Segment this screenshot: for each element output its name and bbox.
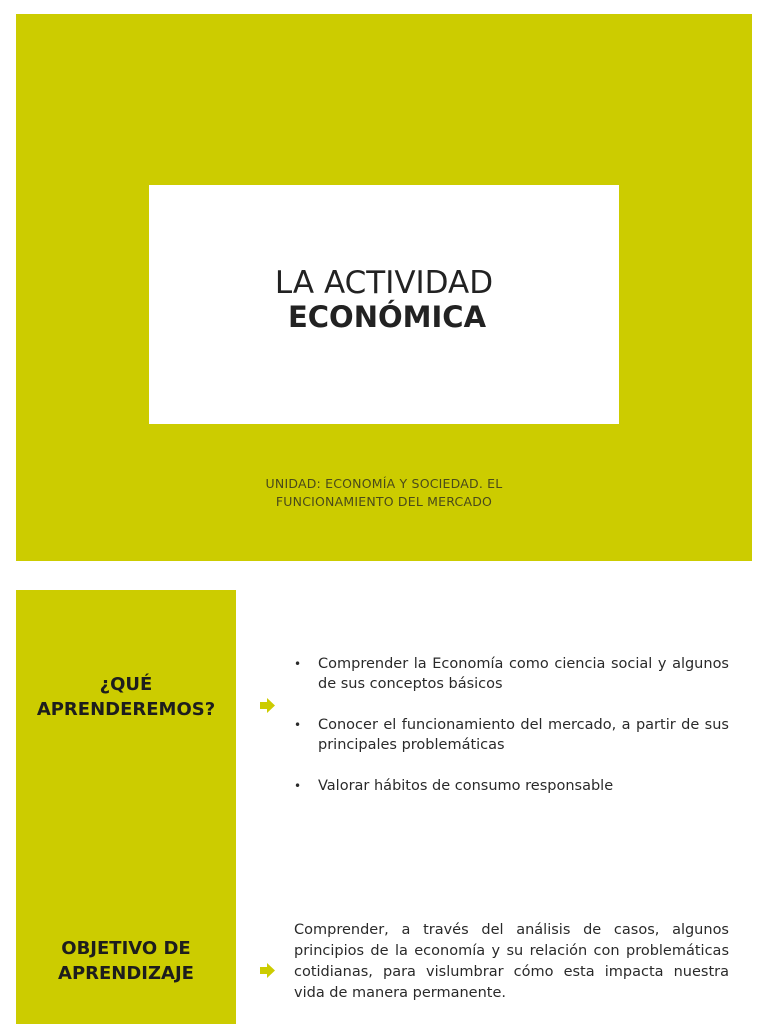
title-line-1: LA ACTIVIDAD xyxy=(274,264,494,301)
list-item xyxy=(292,776,729,796)
bullet-point: • xyxy=(294,718,302,732)
learn-list xyxy=(292,654,729,817)
objective-heading xyxy=(16,936,236,986)
objective-heading-line-1: OBJETIVO DE xyxy=(61,938,191,959)
unit-subtitle xyxy=(166,475,602,511)
cover-slide xyxy=(16,14,752,561)
list-item-text: Conocer el funcionamiento del mercado, a partir de sus principales problemáticas xyxy=(318,717,729,753)
objective-heading-line-2: APRENDIZAJE xyxy=(58,963,194,984)
title-card xyxy=(149,185,619,424)
bullet-point: • xyxy=(294,657,302,671)
bullet-point: • xyxy=(294,779,302,793)
objective-text: Comprender, a través del análisis de casos, algunos principios de la economía y su relación con problemáticas cotidianas, para vislumbrar cómo esta impacta nuestra vida de manera permanente. xyxy=(294,922,729,1001)
list-item xyxy=(292,715,729,755)
learn-heading-line-1: ¿QUÉ xyxy=(99,674,153,695)
list-item xyxy=(292,654,729,694)
list-item-text: Comprender la Economía como ciencia social y algunos de sus conceptos básicos xyxy=(318,656,729,692)
learn-heading xyxy=(16,672,236,722)
subtitle-line-2: FUNCIONAMIENTO DEL MERCADO xyxy=(275,494,493,509)
learn-heading-line-2: APRENDEREMOS? xyxy=(36,699,216,720)
subtitle-line-1: UNIDAD: ECONOMÍA Y SOCIEDAD. EL xyxy=(265,476,503,491)
arrow-right-icon xyxy=(259,697,276,714)
list-item-text: Valorar hábitos de consumo responsable xyxy=(318,778,614,794)
arrow-right-icon xyxy=(259,962,276,979)
title-line-2: ECONÓMICA xyxy=(287,299,487,334)
